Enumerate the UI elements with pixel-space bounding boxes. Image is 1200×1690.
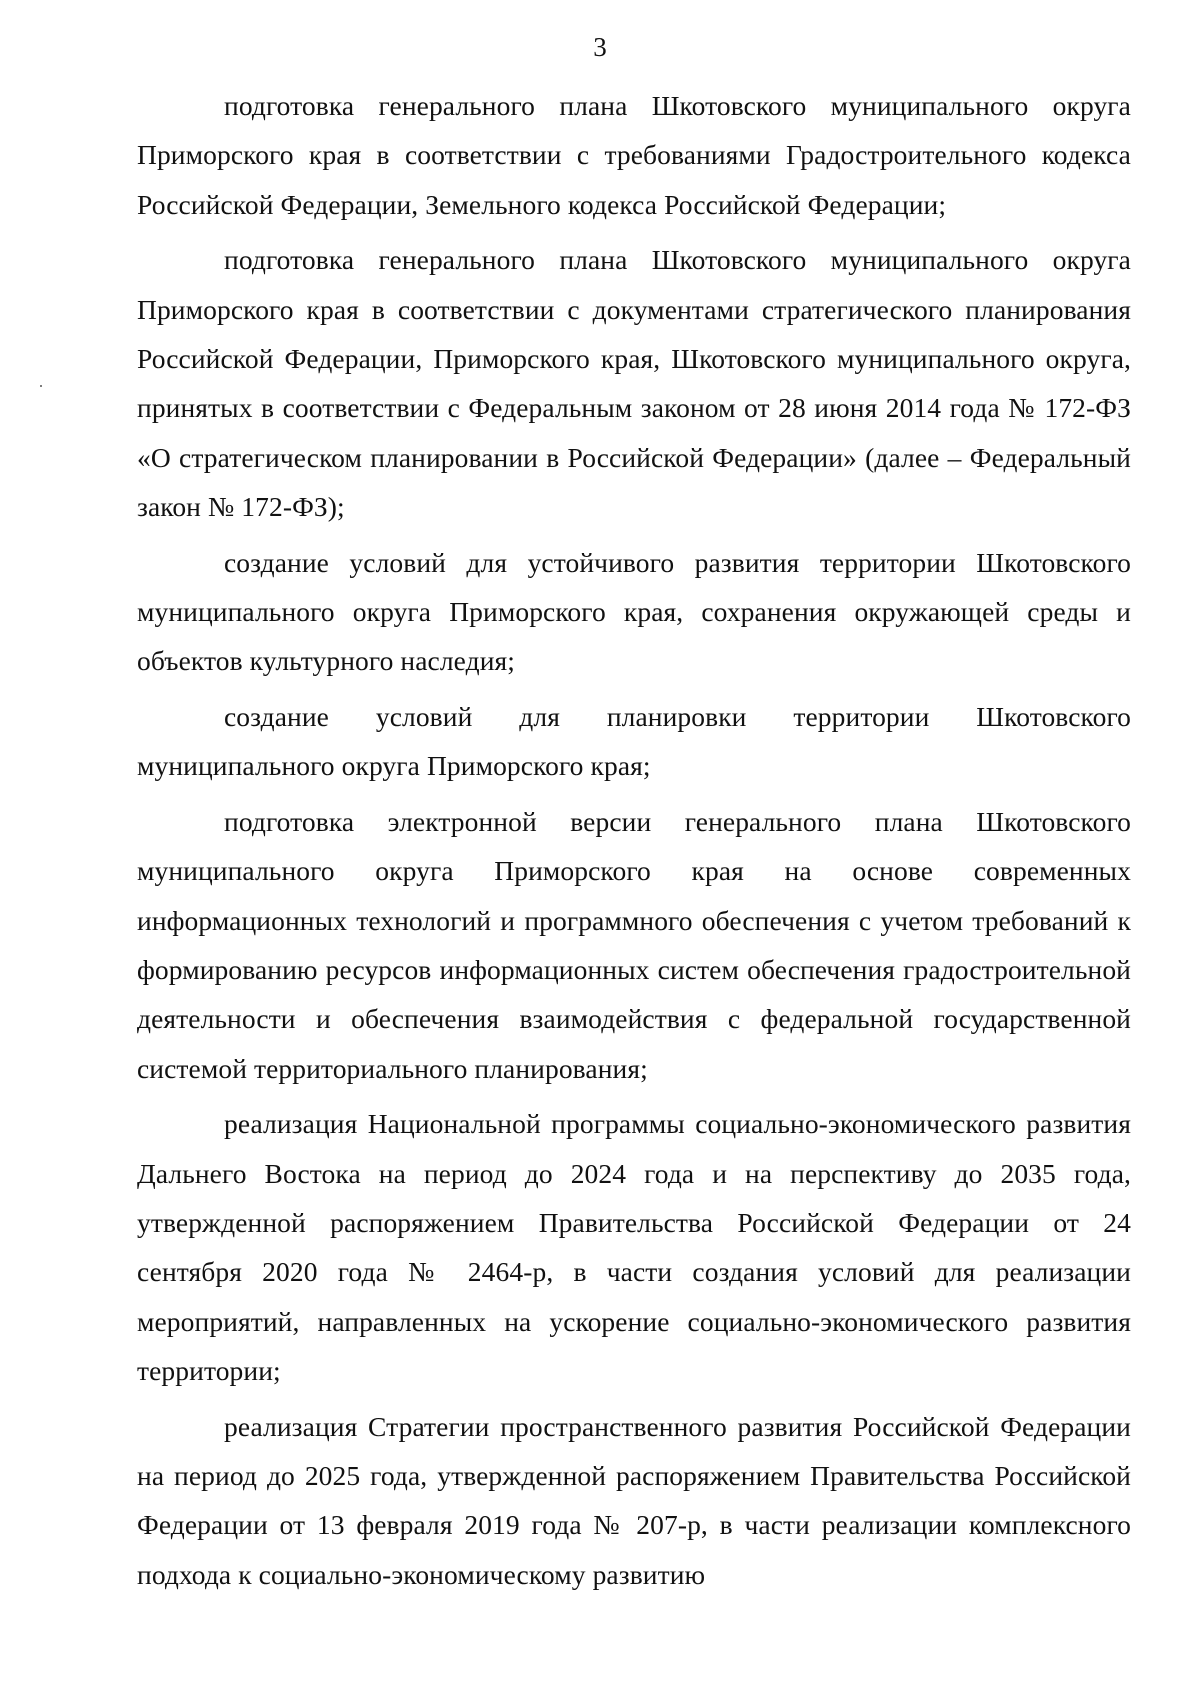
paragraph-national-program: реализация Национальной программы социально-экономического развития Дальнего Востока на период до 2024 года и на перспективу до 2035 года, утвержденной распоряжением Правительства Российской Федерации от 24 сентября 2020 года № 2464-р, в части создания условий для реализации мероприятий, направленных на ускорение социально-экономического развития территории; (137, 1108, 1131, 1387)
paragraph-electronic-version: подготовка электронной версии генерального плана Шкотовского муниципального округа Приморского края на основе современных информационных технологий и программного обеспечения с учетом требований к формированию ресурсов информационных систем обеспечения градостроительной деятельности и обеспечения взаимодействия с федеральной государственной системой территориального планирования; (137, 805, 1131, 1084)
paragraph-general-plan-strategic-docs: подготовка генерального плана Шкотовского муниципального округа Приморского края в соответствии с документами стратегического планирования Российской Федерации, Приморского края, Шкотовского муниципального округа, принятых в соответствии с Федеральным законом от 28 июня 2014 года № 172-ФЗ «О стратегическом планировании в Российской Федерации» (далее – Федеральный закон № 172-ФЗ); (137, 244, 1131, 523)
page-number: 3 (593, 32, 607, 62)
document-body (137, 81, 1131, 1605)
paragraph-general-plan-codes: подготовка генерального плана Шкотовского муниципального округа Приморского края в соответствии с требованиями Градостроительного кодекса Российской Федерации, Земельного кодекса Российской Федерации; (137, 90, 1131, 220)
margin-mark (40, 385, 42, 387)
paragraph-territory-planning: создание условий для планировки территории Шкотовского муниципального округа Приморского края; (137, 700, 1131, 782)
paragraph-sustainable-development: создание условий для устойчивого развития территории Шкотовского муниципального округа Приморского края, сохранения окружающей среды и объектов культурного наследия; (137, 546, 1131, 677)
paragraph-spatial-strategy: реализация Стратегии пространственного развития Российской Федерации на период до 2025 года, утвержденной распоряжением Правительства Российской Федерации от 13 февраля 2019 года № 207-р, в части реализации комплексного подхода к социально-экономическому развитию (137, 1410, 1131, 1590)
